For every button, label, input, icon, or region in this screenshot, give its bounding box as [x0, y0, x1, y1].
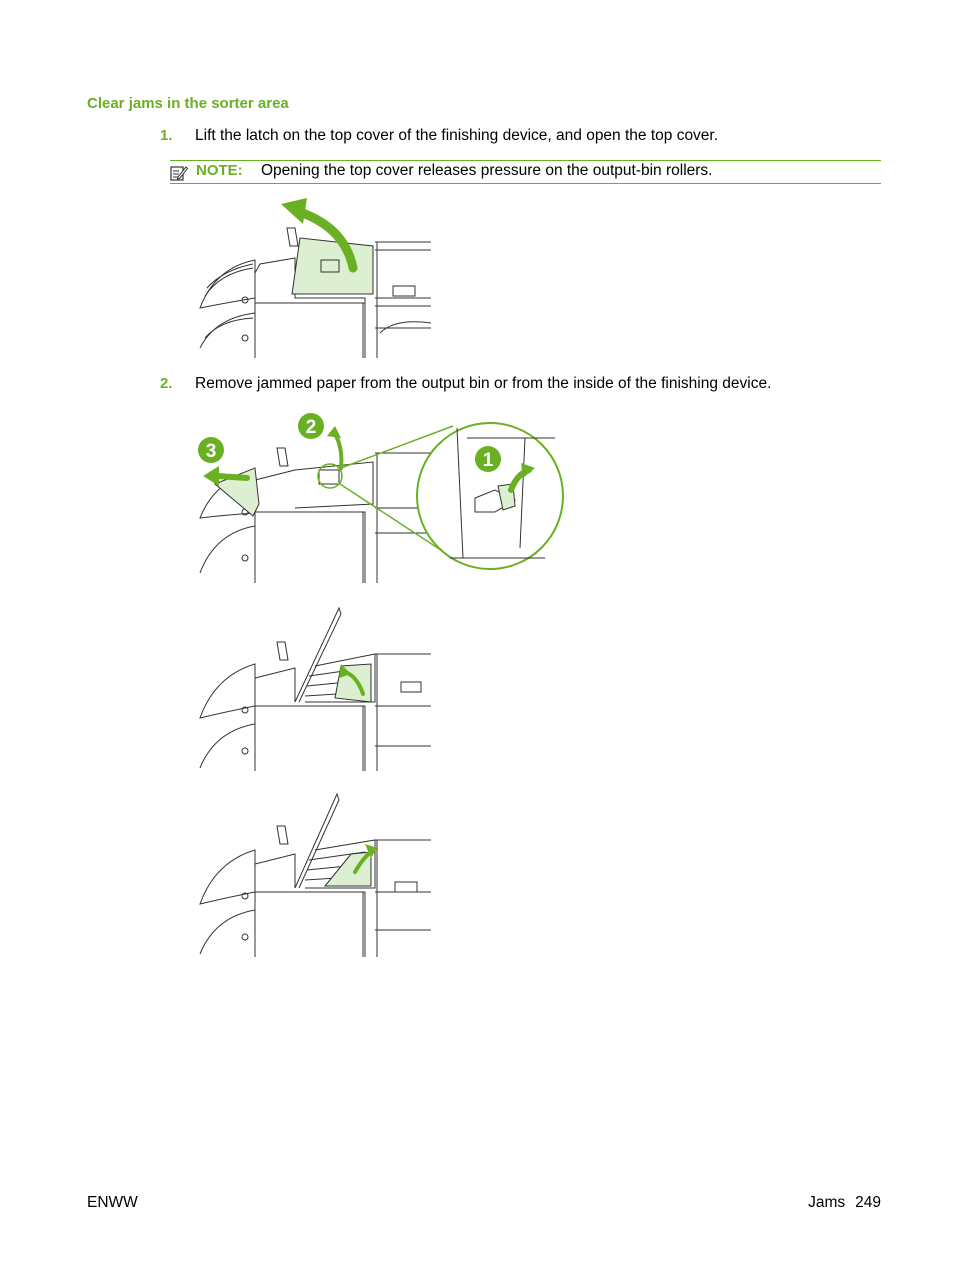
step-2-text: Remove jammed paper from the output bin or from the inside of the finishing device. [195, 375, 772, 392]
callout-2: 2 [305, 417, 317, 438]
note-pencil-icon [170, 164, 188, 182]
step-2-number: 2. [160, 375, 173, 392]
callout-1: 1 [482, 450, 494, 471]
footer-section: Jams [808, 1194, 846, 1211]
note-label: NOTE: [196, 162, 243, 179]
illustration-open-top-cover [195, 198, 431, 358]
section-heading: Clear jams in the sorter area [87, 95, 289, 112]
illustration-pull-paper-out [195, 792, 431, 957]
footer-right [808, 1194, 881, 1212]
step-1-text: Lift the latch on the top cover of the finishing device, and open the top cover. [195, 127, 719, 144]
footer-page-number: 249 [855, 1194, 881, 1211]
note-text: Opening the top cover releases pressure on the output-bin rollers. [261, 162, 713, 179]
footer-left: ENWW [87, 1194, 138, 1211]
step-1-number: 1. [160, 127, 173, 144]
illustration-remove-paper-inside [195, 606, 431, 771]
note-box [170, 160, 881, 184]
callout-3: 3 [205, 441, 217, 462]
illustration-release-latch [195, 408, 567, 586]
